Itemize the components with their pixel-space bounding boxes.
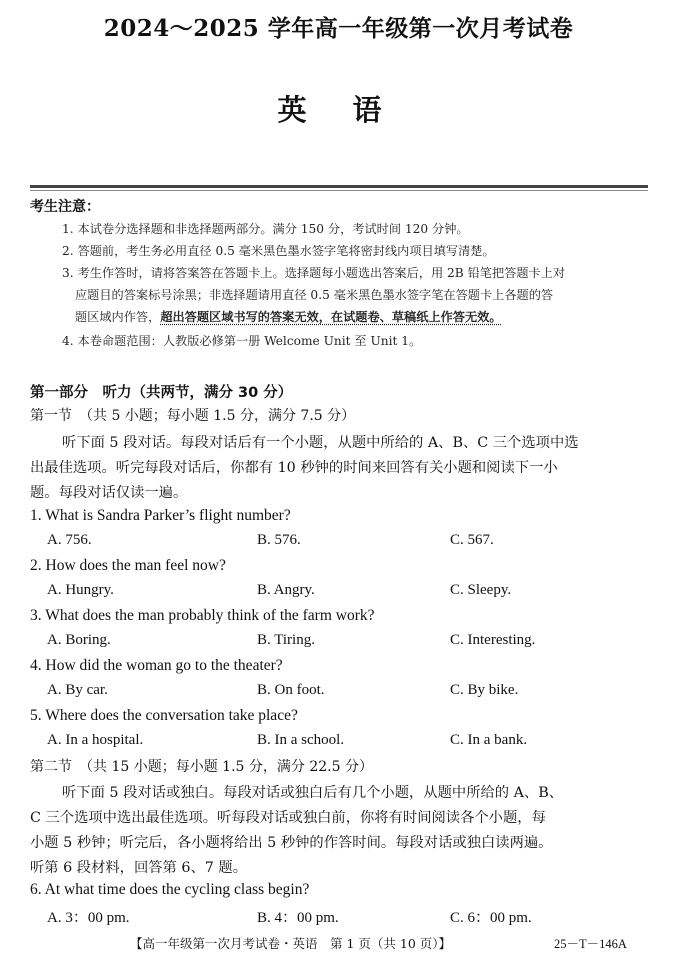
section2-instruction-2: C 三个选项中选出最佳选项。听每段对话或独白前，你将有时间阅读各个小题，每	[30, 810, 546, 826]
q6-option-c: C. 6：00 pm.	[450, 910, 532, 926]
part1-heading: 第一部分 听力（共两节，满分 30 分）	[30, 385, 293, 401]
q5-option-c: C. In a bank.	[450, 732, 528, 748]
notice-item-1: 1. 本试卷分选择题和非选择题两部分。满分 150 分，考试时间 120 分钟。	[62, 222, 469, 236]
paper-code: 25－T－146A	[554, 937, 627, 951]
question-2: 2. How does the man feel now?	[30, 557, 226, 574]
question-5: 5. Where does the conversation take place?	[30, 707, 298, 724]
header-rule-thin	[30, 190, 648, 191]
q2-option-c: C. Sleepy.	[450, 582, 512, 598]
section1-heading: 第一节 （共 5 小题；每小题 1.5 分，满分 7.5 分）	[30, 408, 356, 424]
q2-option-b: B. Angry.	[257, 582, 315, 598]
section2-instruction-4: 听第 6 段材料，回答第 6、7 题。	[30, 860, 248, 876]
question-1: 1. What is Sandra Parker’s flight number?	[30, 507, 291, 524]
q6-option-b: B. 4：00 pm.	[257, 910, 339, 926]
notice-item-2: 2. 答题前，考生务必用直径 0.5 毫米黑色墨水签字笔将密封线内项目填写清楚。	[62, 244, 495, 258]
subject-title: 英 语	[277, 93, 400, 127]
q2-option-a: A. Hungry.	[47, 582, 114, 598]
q6-option-a: A. 3：00 pm.	[47, 910, 130, 926]
notice-item-3-cont: 应题目的答案标号涂黑；非选择题请用直径 0.5 毫米黑色墨水签字笔在答题卡上各题的答	[75, 288, 554, 302]
q4-option-c: C. By bike.	[450, 682, 519, 698]
q5-option-a: A. In a hospital.	[47, 732, 144, 748]
q1-option-b: B. 576.	[257, 532, 301, 548]
question-3: 3. What does the man probably think of the farm work?	[30, 607, 375, 624]
notice-emphasis: 超出答题区域书写的答案无效，在试题卷、草稿纸上作答无效。	[160, 310, 502, 324]
exam-title: 2024～2025 学年高一年级第一次月考试卷	[103, 15, 574, 42]
notice-item-3: 3. 考生作答时，请将答案答在答题卡上。选择题每小题选出答案后，用 2B 铅笔把答题卡上对	[62, 266, 566, 280]
notice-item-3-end	[75, 308, 502, 325]
q5-option-b: B. In a school.	[257, 732, 345, 748]
q4-option-b: B. On foot.	[257, 682, 325, 698]
section2-instruction-3: 小题 5 秒钟；听完后，各小题将给出 5 秒钟的作答时间。每段对话或独白读两遍。	[30, 835, 553, 851]
question-4: 4. How did the woman go to the theater?	[30, 657, 283, 674]
q1-option-c: C. 567.	[450, 532, 494, 548]
q1-option-a: A. 756.	[47, 532, 92, 548]
question-6: 6. At what time does the cycling class begin?	[30, 881, 310, 898]
q3-option-a: A. Boring.	[47, 632, 111, 648]
q3-option-c: C. Interesting.	[450, 632, 536, 648]
section2-instruction-1: 听下面 5 段对话或独白。每段对话或独白后有几个小题，从题中所给的 A、B、	[62, 785, 564, 801]
notice-item-3-tail: 题区域内作答，	[75, 310, 161, 324]
section1-instruction-3: 题。每段对话仅读一遍。	[30, 485, 188, 501]
section2-heading: 第二节 （共 15 小题；每小题 1.5 分，满分 22.5 分）	[30, 759, 373, 775]
section1-instruction-2: 出最佳选项。听完每段对话后，你都有 10 秒钟的时间来回答有关小题和阅读下一小	[30, 460, 558, 476]
section1-instruction-1: 听下面 5 段对话。每段对话后有一个小题，从题中所给的 A、B、C 三个选项中选	[62, 435, 579, 451]
page-footer: 【高一年级第一次月考试卷・英语 第 1 页（共 10 页）】	[130, 936, 452, 951]
q4-option-a: A. By car.	[47, 682, 108, 698]
q3-option-b: B. Tiring.	[257, 632, 315, 648]
notice-item-4: 4. 本卷命题范围：人教版必修第一册 Welcome Unit 至 Unit 1。	[62, 334, 422, 348]
header-rule-thick	[30, 185, 648, 188]
notice-heading: 考生注意：	[30, 199, 100, 215]
